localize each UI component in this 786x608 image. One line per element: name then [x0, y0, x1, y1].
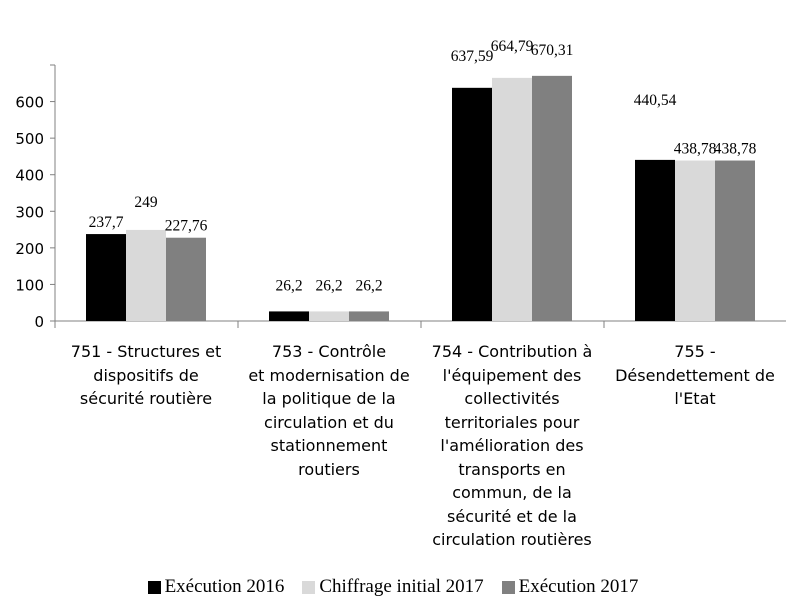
data-label-0-series-0: 237,7 [88, 214, 124, 232]
bar-0-series-0 [86, 234, 126, 321]
data-label-2-series-0: 637,59 [450, 47, 494, 65]
bar-3-series-1 [675, 161, 715, 321]
legend-label-chiffrage-initial-2017: Chiffrage initial 2017 [319, 576, 484, 597]
legend-label-execution-2017: Exécution 2017 [518, 576, 639, 597]
bar-1-series-0 [269, 311, 309, 321]
bar-1-series-2 [349, 311, 389, 321]
bar-0-series-2 [166, 238, 206, 321]
bar-3-series-2 [715, 161, 755, 321]
bar-2-series-0 [452, 88, 492, 321]
x-category-label-0: 751 - Structures et dispositifs de sécurité routière [70, 342, 222, 408]
legend-label-execution-2016: Exécution 2016 [164, 576, 285, 597]
legend [0, 574, 786, 600]
data-label-0-series-1: 249 [134, 193, 158, 211]
data-label-1-series-1: 26,2 [315, 277, 343, 295]
bar-1-series-1 [309, 311, 349, 321]
y-tick-label-400: 400 [15, 166, 44, 185]
bar-0-series-1 [126, 230, 166, 321]
data-label-3-series-2: 438,78 [713, 140, 757, 158]
bar-2-series-1 [492, 78, 532, 321]
data-label-2-series-1: 664,79 [490, 37, 534, 55]
legend-item-chiffrage-initial-2017 [302, 576, 483, 598]
data-label-3-series-1: 438,78 [673, 140, 717, 158]
y-tick-label-100: 100 [15, 276, 44, 295]
data-label-0-series-2: 227,76 [164, 217, 208, 235]
y-tick-label-300: 300 [15, 203, 44, 222]
x-category-label-3: 755 - Désendettement de l'Etat [615, 342, 775, 408]
legend-item-execution-2017 [502, 576, 639, 598]
data-label-1-series-0: 26,2 [275, 277, 303, 295]
legend-item-execution-2016 [148, 576, 285, 598]
y-tick-label-0: 0 [34, 313, 44, 331]
data-label-2-series-2: 670,31 [530, 41, 574, 59]
data-label-3-series-0: 440,54 [633, 91, 677, 109]
data-label-1-series-2: 26,2 [355, 277, 383, 295]
bar-2-series-2 [532, 76, 572, 321]
y-tick-label-500: 500 [15, 130, 44, 149]
y-tick-label-200: 200 [15, 239, 44, 258]
legend-swatch-execution-2016 [148, 581, 161, 594]
y-tick-label-600: 600 [15, 93, 44, 112]
legend-swatch-execution-2017 [502, 581, 515, 594]
x-category-label-2: 754 - Contribution à l'équipement des collectivités territoriales pour l'amélioration des transports en commun, de la sécurité et de la circulation routières [431, 342, 593, 549]
legend-swatch-chiffrage-initial-2017 [302, 581, 315, 594]
x-category-label-1: 753 - Contrôle et modernisation de la politique de la circulation et du stationnement routiers [248, 342, 410, 479]
bar-3-series-0 [635, 160, 675, 321]
